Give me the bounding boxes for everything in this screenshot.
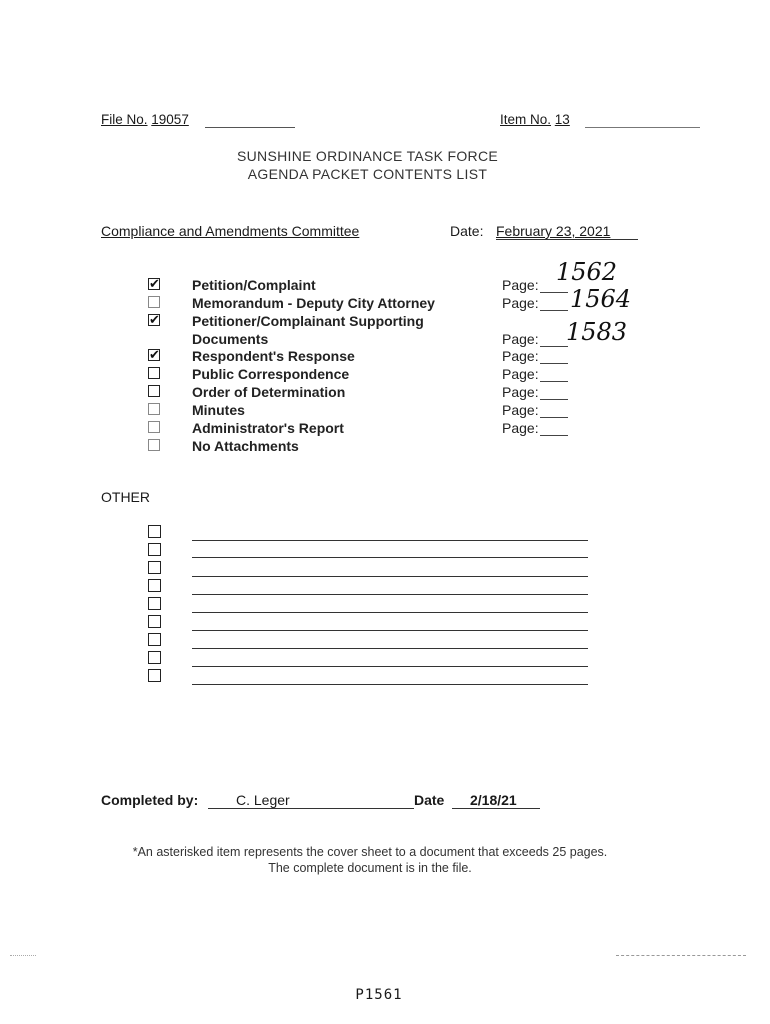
page-blank-line <box>540 292 568 293</box>
check-icon: ✔ <box>149 312 160 327</box>
checkbox-public-correspondence[interactable] <box>148 367 160 379</box>
other-entry-line[interactable] <box>192 540 588 541</box>
other-checkbox[interactable] <box>148 597 161 610</box>
item-label-respondents-response: Respondent's Response <box>192 348 355 364</box>
item-label-public-correspondence: Public Correspondence <box>192 366 350 382</box>
completed-by-value: C. Leger <box>236 792 290 808</box>
page-label-minutes: Page: <box>502 402 539 418</box>
completion-date-underline <box>452 808 540 809</box>
page-blank-line <box>540 417 568 418</box>
other-checkbox[interactable] <box>148 669 161 682</box>
checkbox-memorandum[interactable] <box>148 296 160 308</box>
page-label-public-correspondence: Page: <box>502 366 539 382</box>
other-checkbox[interactable] <box>148 543 161 556</box>
other-entry-line[interactable] <box>192 557 588 558</box>
document-subtitle: AGENDA PACKET CONTENTS LIST <box>247 166 488 182</box>
item-label-no-attachments: No Attachments <box>192 438 299 454</box>
other-checkbox[interactable] <box>148 579 161 592</box>
item-label-memorandum: Memorandum - Deputy City Attorney <box>192 295 435 311</box>
checkbox-petition-complaint[interactable] <box>148 278 160 290</box>
page-label-petition-complaint: Page: <box>502 277 539 293</box>
item-label-petition-complaint: Petition/Complaint <box>192 277 316 293</box>
page-value-petition-complaint: 1562 <box>556 258 618 286</box>
page-number: P1561 <box>355 987 403 1003</box>
checkbox-petitioner-supporting[interactable] <box>148 314 160 326</box>
item-label-petitioner-supporting: Petitioner/Complainant Supporting <box>192 313 424 329</box>
checkbox-administrators-report[interactable] <box>148 421 160 433</box>
page-blank-line <box>540 399 568 400</box>
other-checkbox[interactable] <box>148 651 161 664</box>
checkbox-respondents-response[interactable] <box>148 349 160 361</box>
other-entry-line[interactable] <box>192 612 588 613</box>
page-blank-line <box>540 435 568 436</box>
file-number-value: 19057 <box>151 112 189 127</box>
item-number-value: 13 <box>554 112 570 127</box>
other-entry-line[interactable] <box>192 648 588 649</box>
checkbox-order-of-determination[interactable] <box>148 385 160 397</box>
page-value-documents: 1583 <box>566 318 628 346</box>
meeting-date-value: February 23, 2021 <box>496 223 611 239</box>
asterisk-note: *An asterisked item represents the cover sheet to a document that exceeds 25 pages. <box>132 845 608 859</box>
checkbox-minutes[interactable] <box>148 403 160 415</box>
other-entry-line[interactable] <box>192 594 588 595</box>
file-number-label: File No. <box>101 112 148 127</box>
file-number-underline <box>205 127 295 128</box>
page-blank-line <box>540 381 568 382</box>
item-label-order-of-determination: Order of Determination <box>192 384 346 400</box>
committee-name: Compliance and Amendments Committee <box>101 223 360 239</box>
page-value-memorandum: 1564 <box>570 285 632 313</box>
item-label-minutes: Minutes <box>192 402 245 418</box>
page-label-order-of-determination: Page: <box>502 384 539 400</box>
other-entry-line[interactable] <box>192 630 588 631</box>
meeting-date-label: Date: <box>450 223 484 239</box>
completed-by-label: Completed by: <box>101 792 199 808</box>
item-number-label: Item No. <box>500 112 552 127</box>
scan-artifact <box>616 955 746 956</box>
meeting-date-underline <box>496 239 638 240</box>
document-title: SUNSHINE ORDINANCE TASK FORCE <box>237 148 498 164</box>
page-blank-line <box>540 346 568 347</box>
checkbox-no-attachments[interactable] <box>148 439 160 451</box>
completion-date-value: 2/18/21 <box>470 792 517 808</box>
page-label-administrators-report: Page: <box>502 420 539 436</box>
page-blank-line <box>540 363 568 364</box>
other-checkbox[interactable] <box>148 525 161 538</box>
other-entry-line[interactable] <box>192 666 588 667</box>
other-section-label: OTHER <box>101 489 150 505</box>
page-label-documents: Page: <box>502 331 539 347</box>
other-entry-line[interactable] <box>192 684 588 685</box>
other-checkbox[interactable] <box>148 615 161 628</box>
item-number <box>500 112 570 127</box>
file-number <box>101 112 189 127</box>
other-checkbox[interactable] <box>148 633 161 646</box>
page-label-memorandum: Page: <box>502 295 539 311</box>
other-checkbox[interactable] <box>148 561 161 574</box>
item-label-documents: Documents <box>192 331 269 347</box>
other-entry-line[interactable] <box>192 576 588 577</box>
check-icon: ✔ <box>149 276 160 291</box>
page-blank-line <box>540 310 568 311</box>
check-icon: ✔ <box>149 347 160 362</box>
item-label-administrators-report: Administrator's Report <box>192 420 344 436</box>
page-label-respondents-response: Page: <box>502 348 539 364</box>
completed-by-underline <box>208 808 414 809</box>
asterisk-note-continued: The complete document is in the file. <box>268 861 472 875</box>
completion-date-label: Date <box>414 792 445 808</box>
scan-artifact <box>10 955 36 956</box>
item-number-underline <box>585 127 700 128</box>
